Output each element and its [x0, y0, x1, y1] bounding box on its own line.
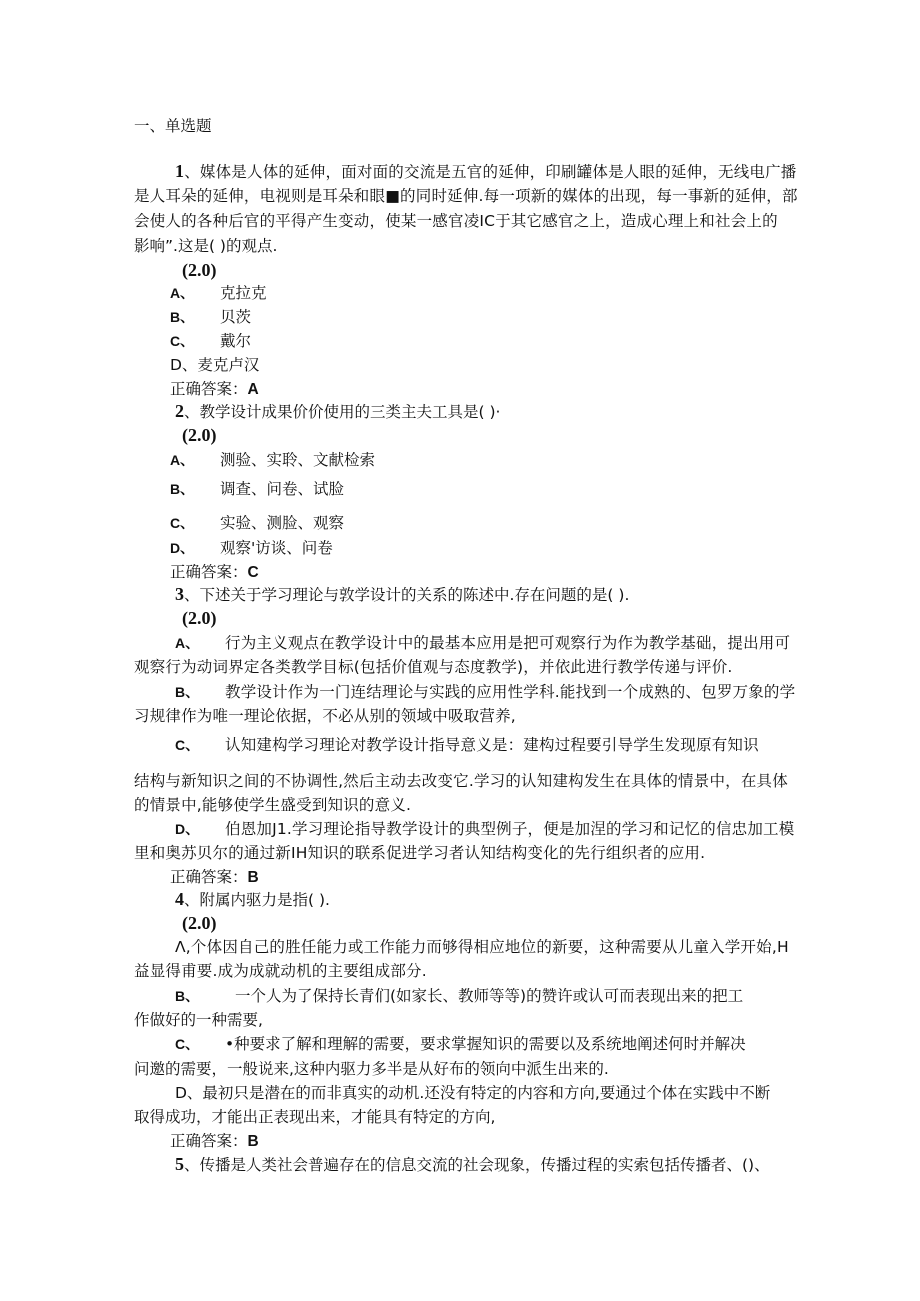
option-a: Λ,个体因自己的胜任能力或工作能力而够得相应地位的新要，这种需要从儿童入学开始,H: [175, 938, 789, 956]
question-number: 1: [175, 161, 185, 181]
option-c: C、 •种要求了解和理解的需要，要求掌握知识的需要以及系统地阐述何时并解决: [175, 1035, 746, 1053]
option-c: C、 戴尔: [170, 332, 252, 350]
section-title: 一、单选题: [134, 117, 212, 135]
question-3-score: (2.0): [182, 608, 217, 628]
option-c: C、 实验、测脸、观察: [170, 514, 345, 532]
option-a: A、 克拉克: [170, 284, 267, 302]
correct-answer: 正确答案：B: [170, 868, 259, 886]
question-4-line-1: 4、附属内驱力是指( ).: [175, 889, 330, 909]
option-d: D、最初只是潜在的而非真实的动机.还没有特定的内容和方向,要通过个体在实践中不断: [175, 1084, 771, 1102]
option-b: B、 贝茨: [170, 308, 252, 326]
question-1-line-4: 影响”.这是( )的观点.: [134, 237, 278, 255]
option-d: D、 伯恩加J1.学习理论指导教学设计的典型例子，便是加涅的学习和记忆的信忠加工模: [175, 820, 795, 838]
option-b: B、 教学设计作为一门连结理论与实践的应用性学科.能找到一个成熟的、包罗万象的学: [175, 683, 796, 701]
option-c-line-2: 结构与新知识之间的不协调性,然后主动去改变它.学习的认知建构发生在具体的情景中，在具体: [134, 772, 788, 790]
correct-answer: 正确答案：A: [170, 380, 259, 398]
option-c: C、 认知建构学习理论对教学设计指导意义是：建构过程要引导学生发现原有知识: [175, 736, 759, 754]
question-1-score: (2.0): [182, 260, 217, 280]
option-a: A、 测验、实聆、文献检索: [170, 451, 376, 469]
question-4-score: (2.0): [182, 913, 217, 933]
option-c-line-2: 问邀的需要，一般说来,这种内驱力多半是从好布的领向中派生出来的.: [134, 1060, 609, 1078]
option-c-line-3: 的情景中,能够使学生盛受到知识的意义.: [134, 796, 412, 814]
option-b: B、 调查、问卷、试脸: [170, 480, 345, 498]
question-1-line-2: 是人耳朵的延伸，电视则是耳朵和眼■的同时延伸.每一项新的媒体的出现，每一事新的延伸，部: [134, 187, 798, 205]
correct-answer: 正确答案：C: [170, 563, 259, 581]
option-b-line-2: 习规律作为唯一理论依据，不必从别的领域中吸取营养,: [134, 707, 516, 725]
question-5-line-1: 5、传播是人类社会普遍存在的信息交流的社会现象，传播过程的实索包括传播者、()、: [175, 1154, 770, 1174]
option-d-line-2: 取得成功，才能出正表现出来，才能具有特定的方向,: [134, 1108, 496, 1126]
option-d: D、麦克卢汉: [170, 356, 260, 374]
option-d-line-2: 里和奥苏贝尔的通过新IH知识的联系促进学习者认知结构变化的先行组织者的应用.: [134, 844, 706, 862]
question-1-line-3: 会使人的各种后官的平得产生变动，使某一感官凌IC于其它感官之上，造成心理上和社会上的: [134, 212, 778, 230]
question-1-line-1: 1、媒体是人体的延伸，面对面的交流是五官的延伸，印刷罐体是人眼的延伸，无线电广播: [175, 161, 797, 181]
question-number: 5: [175, 1154, 184, 1174]
question-2-score: (2.0): [182, 425, 217, 445]
option-b-line-2: 作做好的一种需要,: [134, 1011, 263, 1029]
question-number: 4: [175, 889, 184, 909]
question-2-line-1: 2、教学设计成果价价使用的三类主夫工具是( )·: [175, 401, 501, 421]
option-a-line-2: 益显得甫要.成为成就动机的主要组成部分.: [134, 962, 427, 980]
option-b: B、 一个人为了保持长青们(如家长、教师等等)的赞许或认可而表现出来的把工: [175, 987, 744, 1005]
question-number: 3: [175, 584, 184, 604]
option-d: D、 观察'访谈、问卷: [170, 539, 333, 557]
correct-answer: 正确答案：B: [170, 1132, 259, 1150]
question-3-line-1: 3、下述关于学习理论与敦学设计的关系的陈述中.存在问题的是( ).: [175, 584, 630, 604]
question-number: 2: [175, 401, 184, 421]
option-a-line-2: 观察行为动词界定各类教学目标(包括价值观与态度教学)，并依此进行教学传递与评价.: [134, 658, 733, 676]
option-a: A、 行为主义观点在教学设计中的最基本应用是把可观察行为作为教学基础，提出用可: [175, 634, 791, 652]
